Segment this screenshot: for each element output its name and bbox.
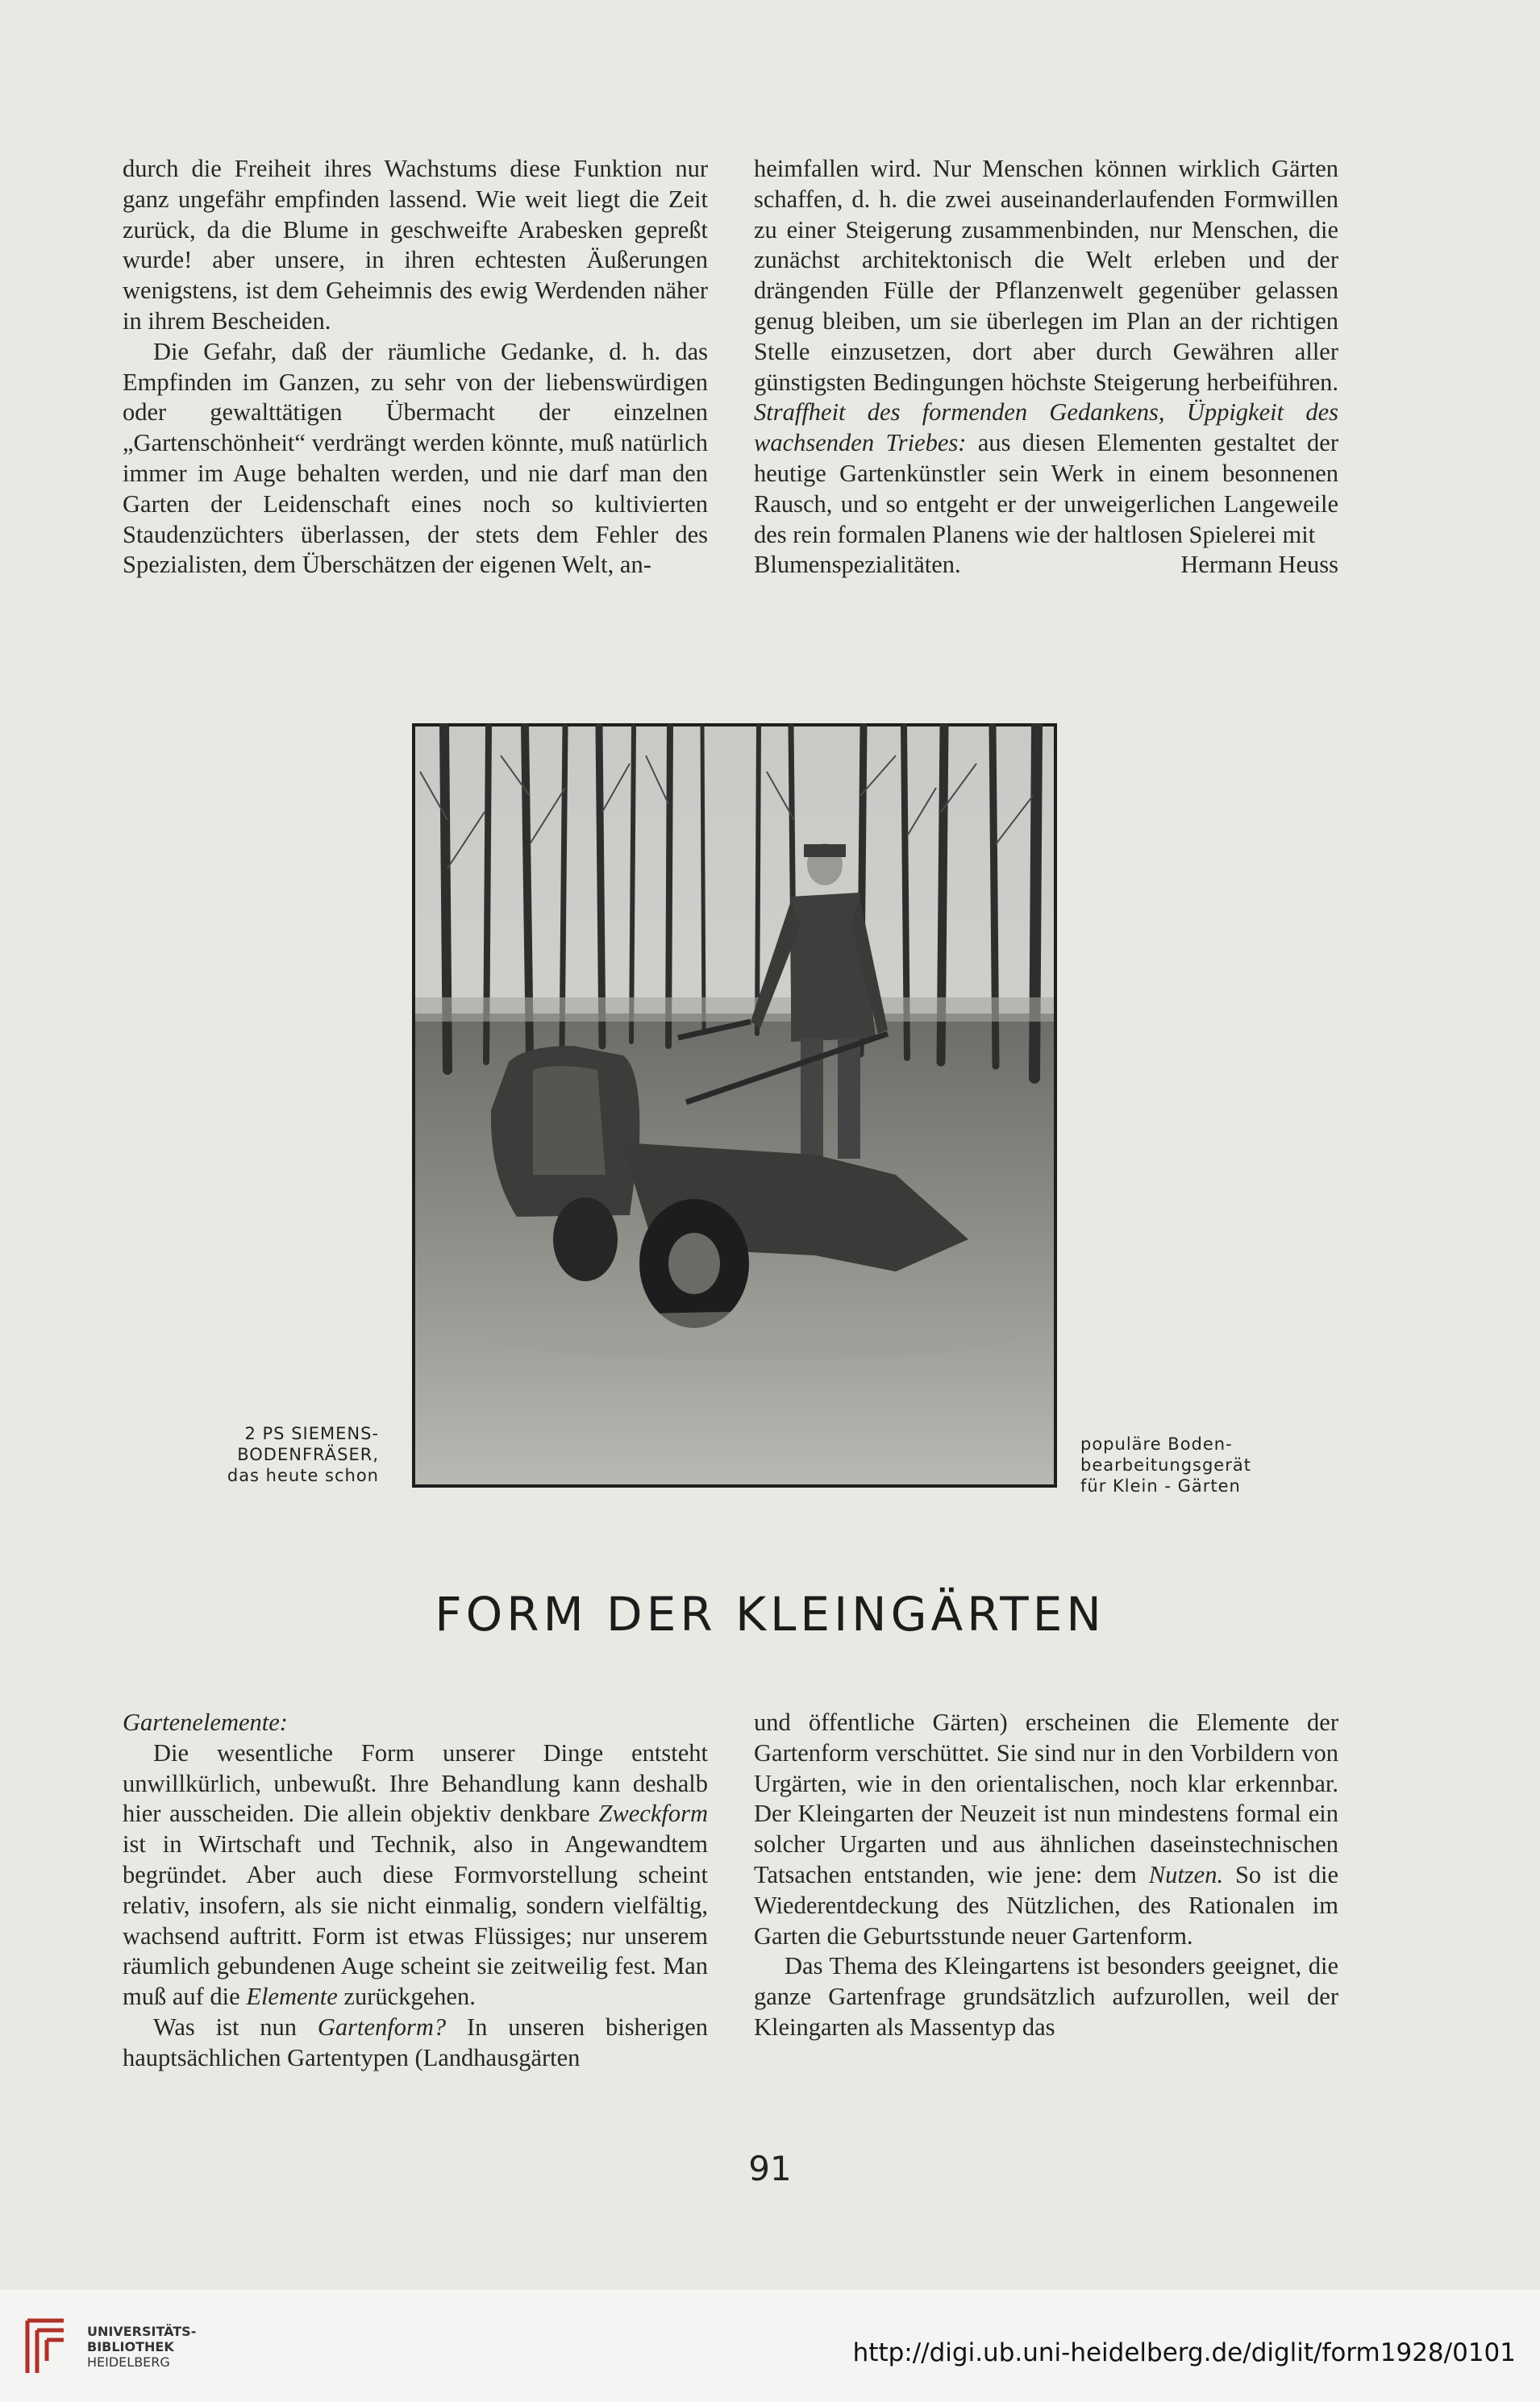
source-url[interactable]: http://digi.ub.uni-heidelberg.de/diglit/form1928/0101 xyxy=(852,2338,1516,2367)
tiller-photo xyxy=(412,723,1057,1488)
paragraph: durch die Freiheit ihres Wachstums diese Funktion nur ganz ungefähr empfinden lassend. Wie weit liegt die Zeit zurück, da die Blume in geschweifte Arabesken gepreßt wurde! aber unsere, in ihren echtesten Äußerungen wenigstens, ist dem Geheimnis des ewig Werdenden näher in ihrem Bescheiden. xyxy=(123,155,708,335)
bottom-left-column xyxy=(123,1708,708,2074)
subheading: Gartenelemente: xyxy=(123,1709,288,1736)
library-logo-icon xyxy=(19,2312,76,2381)
section-title: FORM DER KLEINGÄRTEN xyxy=(435,1587,1105,1642)
caption-left: 2 PS SIEMENS- BODENFRÄSER, das heute schon xyxy=(227,1424,379,1485)
top-left-column xyxy=(123,154,708,581)
paragraph: heimfallen wird. Nur Menschen können wirklich Gärten schaffen, d. h. die zwei auseinanderlaufenden Formwillen zu einer Steigerung zusammenbinden, nur Menschen, die zunächst architektonisch die Welt erleben und der drängenden Fülle der Pflanzenwelt gegenüber gelassen genug bleiben, um sie überlegen im Plan an der richtigen Stelle einzusetzen, dort aber durch Gewähren aller günstigsten Bedingungen höchste Steigerung herbeiführen. Straffheit des formenden Gedankens, Üppigkeit des wachsenden Triebes: aus diesen Elementen gestaltet der heutige Gartenkünstler sein Werk in einem besonnenen Rausch, und so entgeht er der unweigerlichen Langeweile des rein formalen Planens wie der haltlosen Spielerei mit xyxy=(754,155,1339,548)
italic-phrase: Straffheit des formenden Gedankens, Üppigkeit des wachsenden Triebes: xyxy=(754,398,1338,457)
caption-right: populäre Boden- bearbeitungsgerät für Klein - Gärten xyxy=(1080,1434,1251,1496)
page-number: 91 xyxy=(748,2149,792,2188)
bottom-right-column xyxy=(754,1708,1338,2043)
paragraph: Die wesentliche Form unserer Dinge entsteht unwillkürlich, unbewußt. Ihre Behandlung kann deshalb hier ausscheiden. Die allein objektiv denkbare Zweckform ist in Wirtschaft und Technik, also in Angewandtem begründet. Aber auch diese Formvorstellung scheint relativ, insofern, als sie nicht einmalig, sondern vielfältig, wachsend auftritt. Form ist etwas Flüssiges; nur unserem räumlich gebundenen Auge scheint sie zeitweilig fest. Man muß auf die Elemente zurückgehen. xyxy=(123,1738,709,2011)
paragraph: Das Thema des Kleingartens ist besonders geeignet, die ganze Gartenfrage grundsätzlich aufzurollen, weil der Kleingarten als Massentyp das xyxy=(754,1952,1338,2041)
paragraph: Was ist nun Gartenform? In unseren bisherigen hauptsächlichen Gartentypen (Landhausgärten xyxy=(123,2013,709,2071)
paragraph: Die Gefahr, daß der räumliche Gedanke, d. h. das Empfinden im Ganzen, zu sehr von der liebenswürdigen oder gewalttätigen Übermacht der einzelnen „Gartenschönheit“ verdrängt werden könnte, muß natürlich immer im Auge behalten werden, und nie darf man den Garten der Leidenschaft eines noch so kultivierten Staudenzüchters überlassen, der stets dem Fehler des Spezialisten, dem Überschätzen der eigenen Welt, an- xyxy=(123,337,708,579)
author: Hermann Heuss xyxy=(1180,551,1338,579)
library-name: UNIVERSITÄTS- BIBLIOTHEK HEIDELBERG xyxy=(87,2324,197,2370)
paragraph: und öffentliche Gärten) erscheinen die Elemente der Gartenform verschüttet. Sie sind nur in den Vorbildern von Urgärten, wie in den orientalischen, noch klar erkennbar. Der Kleingarten der Neuzeit ist nun mindestens formal ein solcher Urgarten und aus ähnlichen daseinstechnischen Tatsachen entstanden, wie jene: dem Nutzen. So ist die Wiederentdeckung des Nützlichen, des Rationalen im Garten die Geburtsstunde neuer Gartenform. xyxy=(754,1709,1339,1950)
signature-line: Blumenspezialitäten. Hermann Heuss xyxy=(754,550,1338,581)
top-right-column xyxy=(754,154,1338,581)
